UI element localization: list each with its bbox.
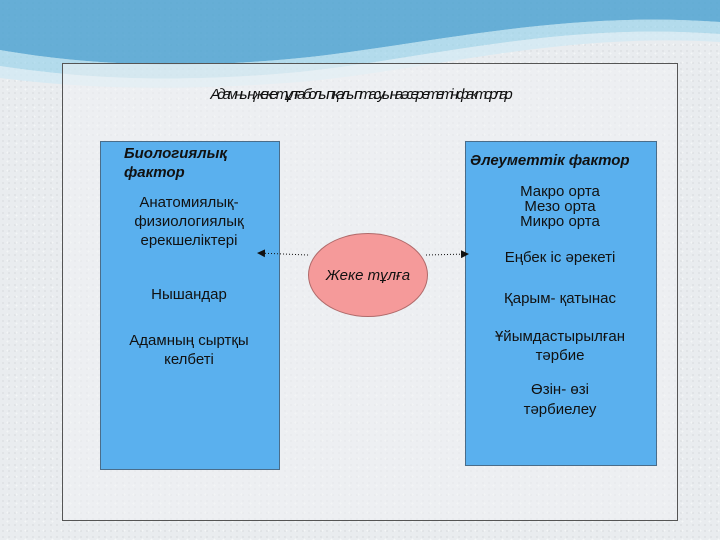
personality-label: Жеке тұлға [325, 266, 411, 284]
biological-factor-heading-line1: Биологиялық [124, 145, 227, 162]
right-item-communication: Қарым- қатынас [503, 290, 617, 307]
left-item-anatomical: Анатомиялық- [139, 194, 239, 211]
diagram-title: Адамның жеке тұлға болып қалыптасуына әсер ететін факторлар [210, 86, 510, 103]
left-item-inclinations: Нышандар [151, 286, 227, 303]
arrow-to-biological [258, 253, 308, 255]
left-item-appearance-cont: келбеті [164, 351, 214, 368]
biological-factor-heading-line2: фактор [124, 164, 185, 181]
right-item-labor: Еңбек іс әрекеті [504, 249, 616, 266]
right-item-macro: Макро орта [520, 183, 600, 200]
right-item-micro: Микро орта [520, 213, 600, 230]
arrow-to-social [426, 254, 468, 255]
left-item-features: ерекшеліктері [140, 232, 238, 249]
left-item-physiological: физиологиялық [134, 213, 244, 230]
left-item-appearance: Адамның сыртқы [129, 332, 249, 349]
right-item-organized: Ұйымдастырылған [494, 328, 626, 345]
right-item-meso: Мезо орта [524, 198, 596, 215]
social-factor-heading: Әлеуметтік фактор [470, 152, 630, 169]
right-item-self: Өзін- өзі [531, 381, 589, 398]
right-item-self-education: тәрбиелеу [523, 401, 597, 418]
right-item-upbringing: тәрбие [535, 347, 585, 364]
